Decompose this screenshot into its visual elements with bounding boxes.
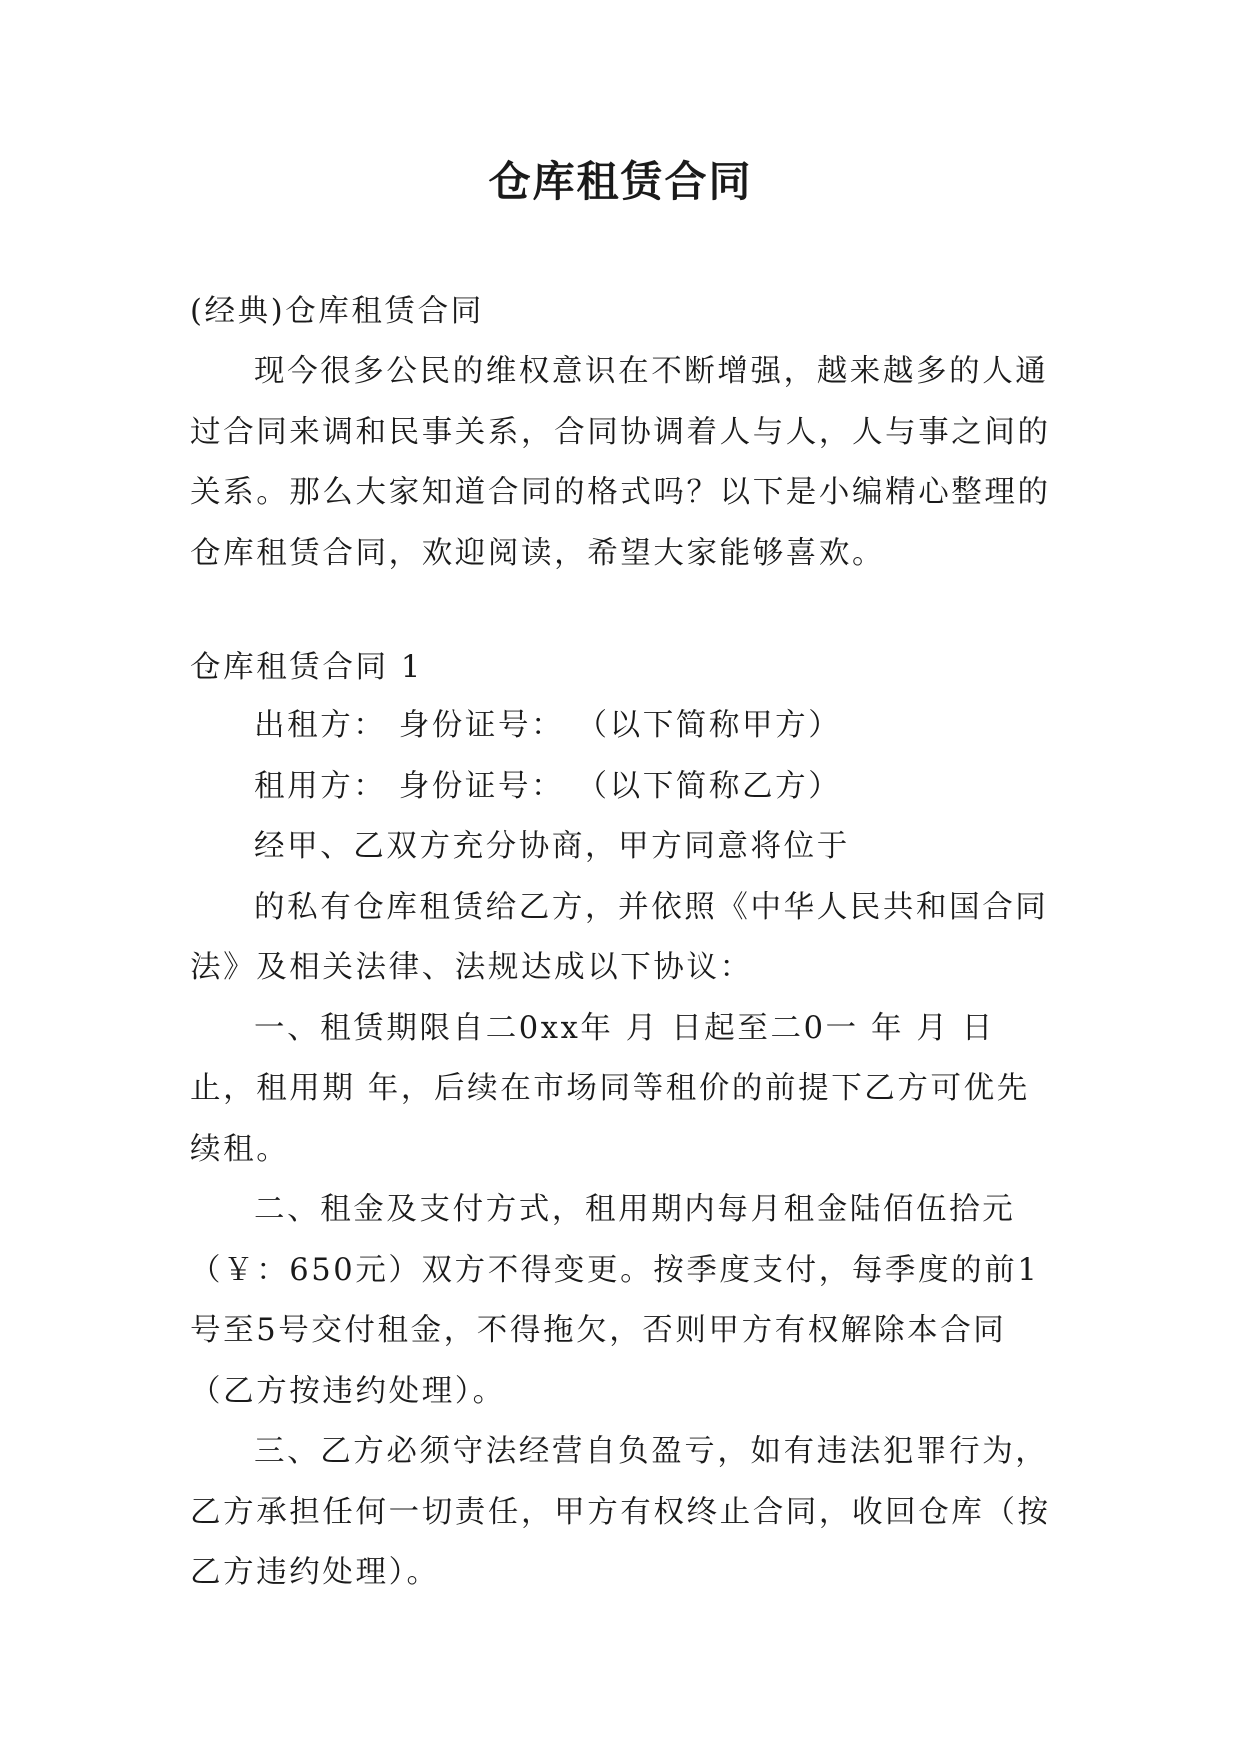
agreement-line: 经甲、乙双方充分协商，甲方同意将位于 [254, 829, 850, 864]
intro-line: 关系。那么大家知道合同的格式吗？以下是小编精心整理的 [190, 475, 1051, 510]
lessee-line: 租用方： 身份证号： （以下简称乙方） [254, 768, 842, 804]
intro-paragraph [190, 342, 1050, 584]
agreement-line: 法》及相关法律、法规达成以下协议： [190, 950, 753, 985]
intro-line: 现今很多公民的维权意识在不断增强，越来越多的人通 [254, 354, 1049, 389]
contract1-heading-block [190, 638, 1050, 699]
intro-line: 仓库租赁合同，欢迎阅读，希望大家能够喜欢。 [190, 535, 886, 571]
clause-2-line: 号至5号交付租金，不得拖欠，否则甲方有权解除本合同 [190, 1313, 1007, 1348]
contract1-body [190, 696, 1050, 1604]
clause-3-line: 乙方违约处理）。 [190, 1555, 440, 1590]
clause-3-line: 三、乙方必须守法经营自负盈亏，如有违法犯罪行为， [254, 1434, 1049, 1469]
intro-line: 过合同来调和民事关系，合同协调着人与人，人与事之间的 [190, 414, 1051, 450]
contract1-heading: 仓库租赁合同 1 [190, 650, 423, 685]
clause-3-line: 乙方承担任何一切责任，甲方有权终止合同，收回仓库（按 [190, 1494, 1051, 1530]
subtitle: (经典)仓库租赁合同 [190, 294, 484, 329]
clause-1-line: 续租。 [190, 1131, 290, 1167]
clause-2-line: （￥：650元）双方不得变更。按季度支付，每季度的前1 [190, 1252, 1040, 1288]
clause-2-line: 二、租金及支付方式，租用期内每月租金陆佰伍拾元 [254, 1192, 1016, 1227]
clause-1-line: 止，租用期 年，后续在市场同等租价的前提下乙方可优先 [190, 1071, 1030, 1106]
document-title: 仓库租赁合同 [488, 157, 753, 206]
subtitle-block [190, 282, 1050, 343]
lessor-line: 出租方： 身份证号： （以下简称甲方） [254, 708, 842, 743]
clause-2-line: （乙方按违约处理）。 [190, 1373, 506, 1409]
agreement-line: 的私有仓库租赁给乙方，并依照《中华人民共和国合同 [254, 889, 1049, 925]
clause-1-line: 一、租赁期限自二0xx年 月 日起至二0一 年 月 日 [254, 1010, 995, 1046]
